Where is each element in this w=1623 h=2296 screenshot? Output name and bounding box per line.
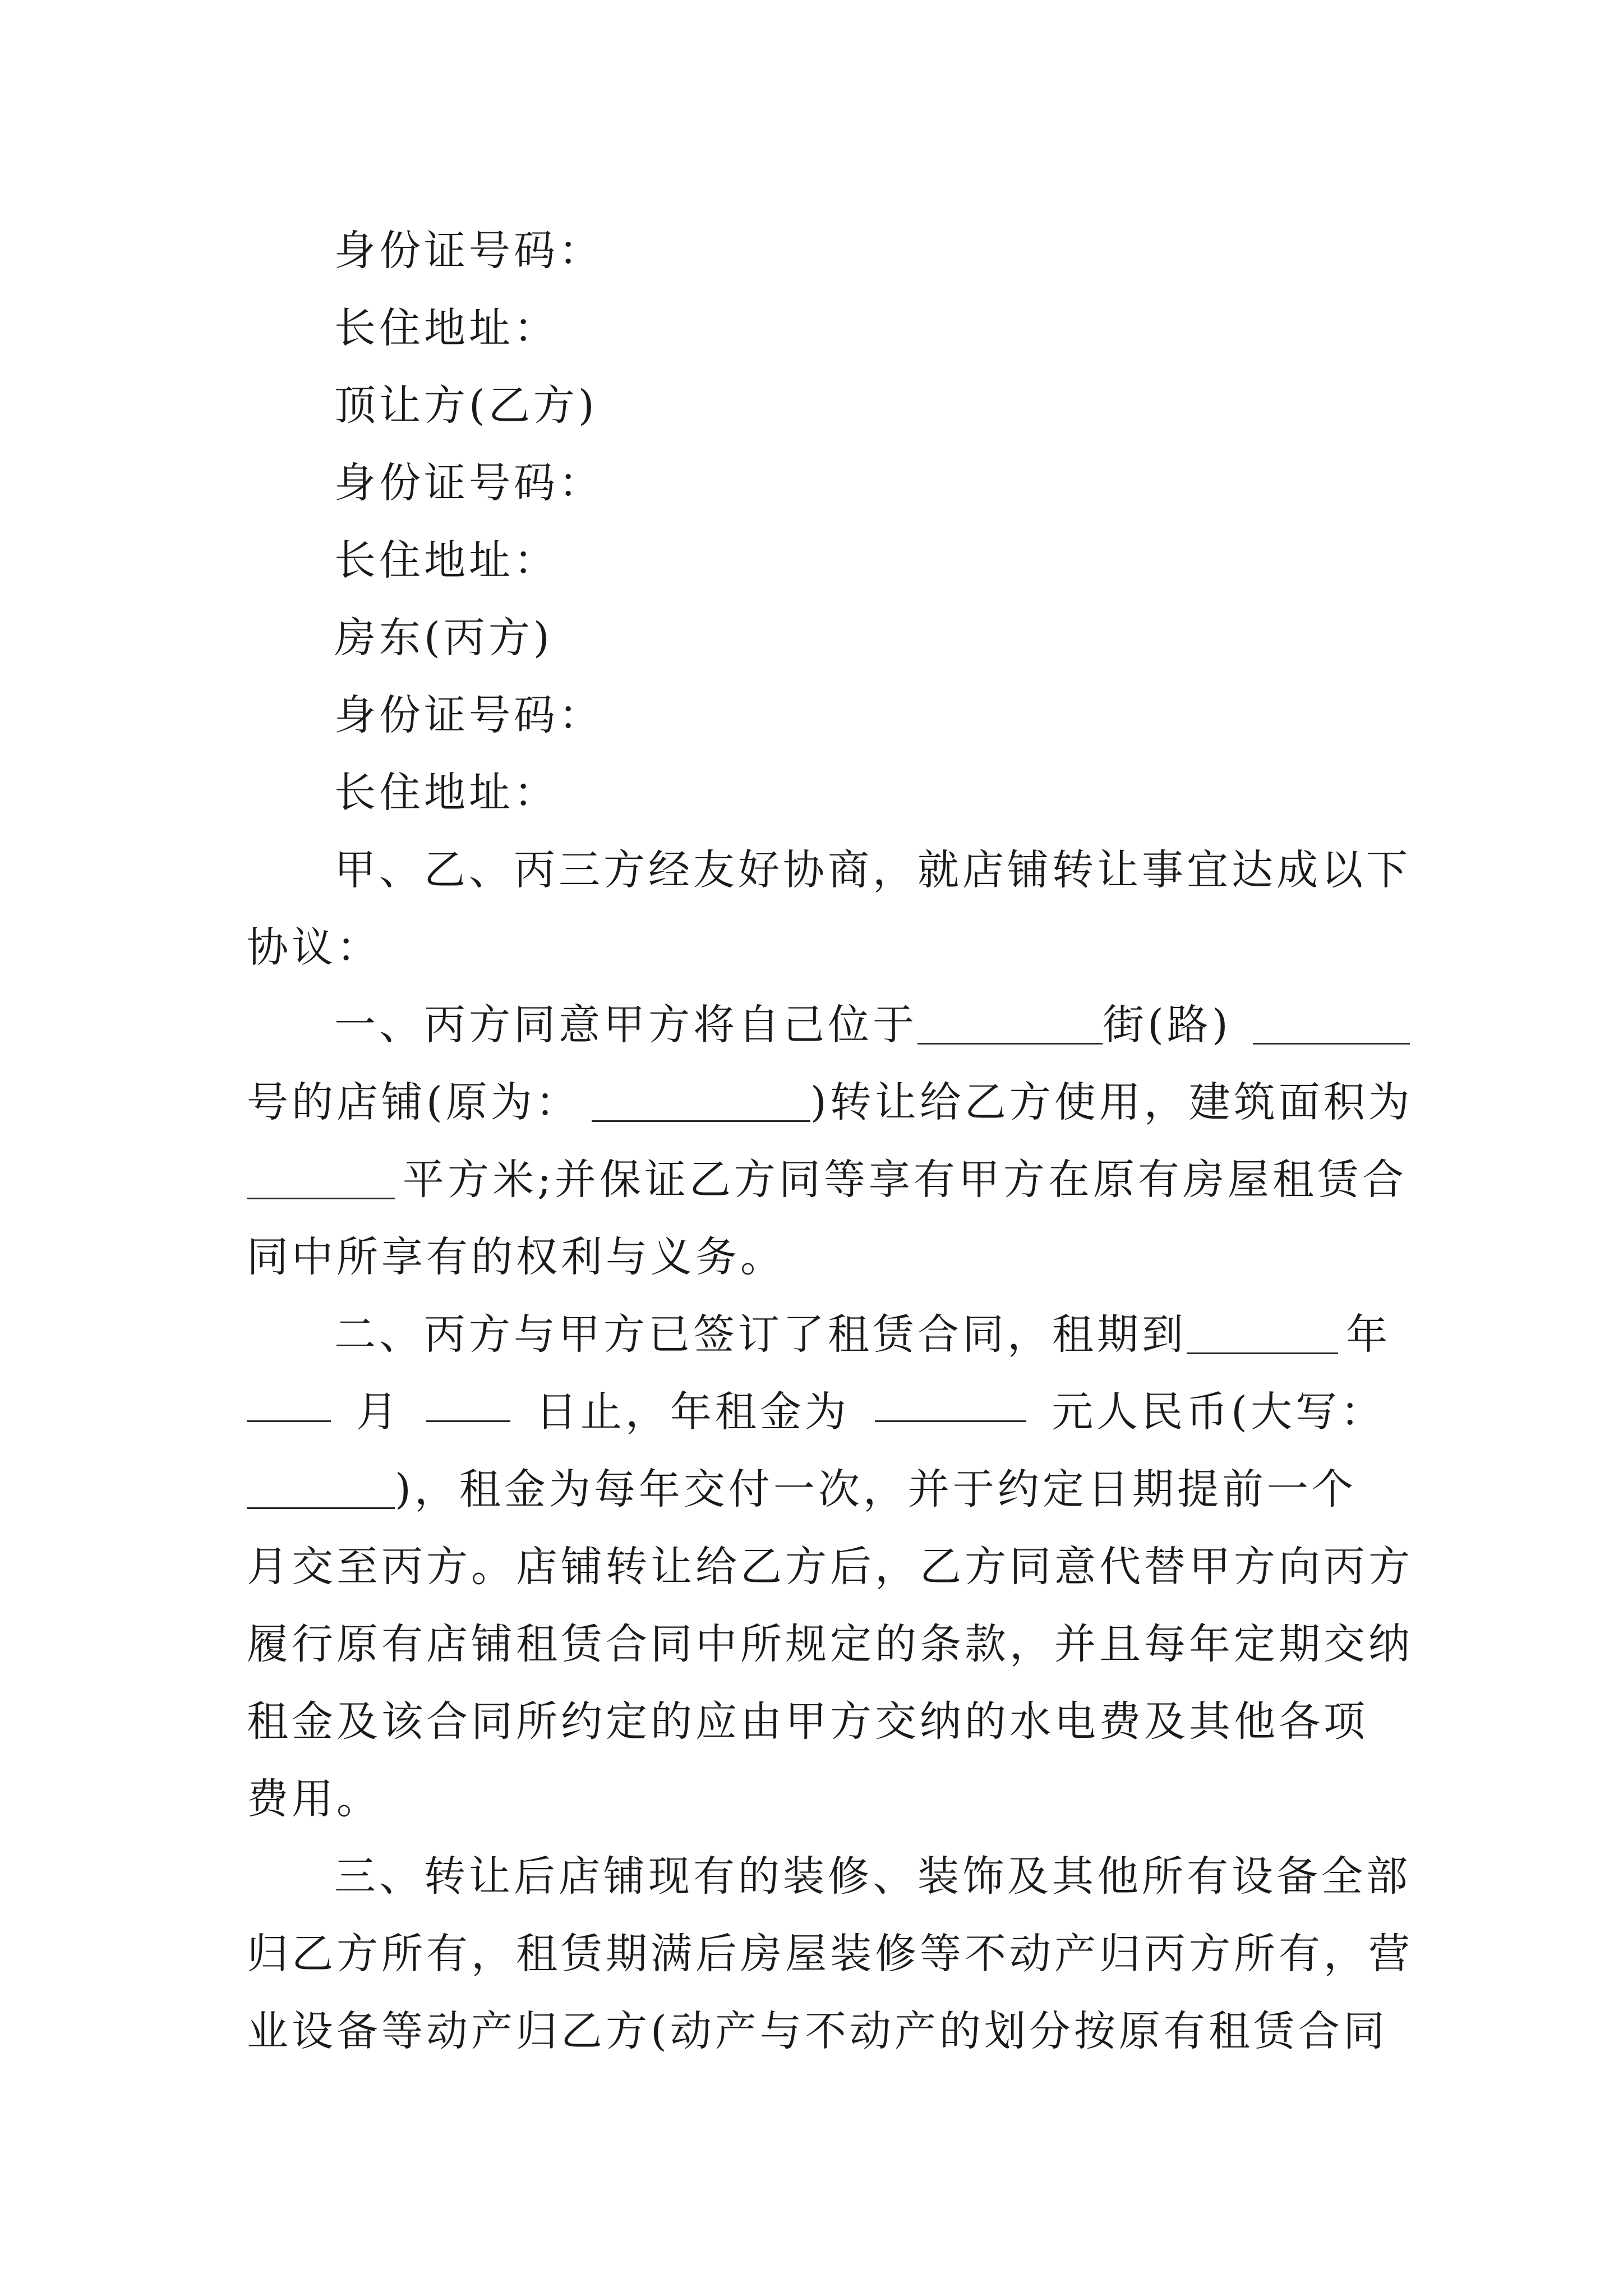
clause2-line-4: 月交至丙方。店铺转让给乙方后，乙方同意代替甲方向丙方 <box>247 1543 1413 1591</box>
clause2-text-e: 元人民币(大写： <box>1052 1388 1385 1436</box>
clause2-text-b: 年 <box>1346 1310 1391 1359</box>
clause1-line-2 <box>247 1064 1413 1141</box>
party-c-title: 房东(丙方) <box>334 614 553 662</box>
clause3-line-2: 归乙方所有，租赁期满后房屋装修等不动产归丙方所有，营 <box>247 1930 1413 1978</box>
party-a-address-label: 长住地址： <box>334 304 559 352</box>
month-blank <box>247 1379 331 1422</box>
contract-text <box>247 212 1413 2070</box>
clause1-text-a: 一、丙方同意甲方将自己位于 <box>334 1001 917 1049</box>
clause2-line-1 <box>247 1296 1391 1373</box>
clause1-text-b: 街(路) <box>1103 1001 1232 1049</box>
party-c-address-label: 长住地址： <box>334 769 559 817</box>
clause1-line-4: 同中所享有的权利与义务。 <box>247 1233 785 1281</box>
clause1-line-1 <box>247 986 1385 1064</box>
rent-amount-blank <box>875 1379 1026 1422</box>
clause2-line-6: 租金及该合同所约定的应由甲方交纳的水电费及其他各项 <box>247 1697 1368 1746</box>
clause1-text-c: 号的店铺(原为： <box>247 1078 580 1126</box>
street-blank <box>917 1001 1103 1045</box>
clause1-line-3 <box>247 1141 1407 1218</box>
area-blank <box>247 1156 395 1199</box>
rent-uppercase-blank <box>247 1466 395 1509</box>
clause1-text-d: )转让给乙方使用，建筑面积为 <box>810 1078 1413 1126</box>
party-c-id-label: 身份证号码： <box>334 691 603 739</box>
party-a-id-label: 身份证号码： <box>334 227 603 275</box>
clause2-line-5: 履行原有店铺租赁合同中所规定的条款，并且每年定期交纳 <box>247 1620 1413 1668</box>
intro-line-2: 协议： <box>247 923 381 972</box>
clause3-line-1: 三、转让后店铺现有的装修、装饰及其他所有设备全部 <box>334 1852 1411 1901</box>
clause2-text-c: 月 <box>356 1388 402 1436</box>
original-use-blank <box>592 1079 810 1122</box>
day-blank <box>426 1379 510 1422</box>
intro-line-1: 甲、乙、丙三方经友好协商，就店铺转让事宜达成以下 <box>334 846 1411 894</box>
clause2-text-a: 二、丙方与甲方已签订了租赁合同，租期到 <box>334 1310 1187 1359</box>
clause2-text-f: )，租金为每年交付一次，并于约定日期提前一个 <box>395 1465 1357 1513</box>
clause1-text-e: 平方米;并保证乙方同等享有甲方在原有房屋租赁合 <box>403 1156 1407 1204</box>
clause2-line-7: 费用。 <box>247 1775 381 1823</box>
party-b-address-label: 长住地址： <box>334 536 559 585</box>
clause2-text-d: 日止，年租金为 <box>536 1388 850 1436</box>
clause2-line-2 <box>247 1373 1385 1451</box>
party-b-id-label: 身份证号码： <box>334 459 603 507</box>
number-blank <box>1253 1001 1410 1045</box>
year-blank <box>1187 1311 1338 1354</box>
clause3-line-3: 业设备等动产归乙方(动产与不动产的划分按原有租赁合同 <box>247 2007 1388 2055</box>
clause2-line-3 <box>247 1451 1385 1528</box>
party-b-title: 顶让方(乙方) <box>334 381 598 430</box>
